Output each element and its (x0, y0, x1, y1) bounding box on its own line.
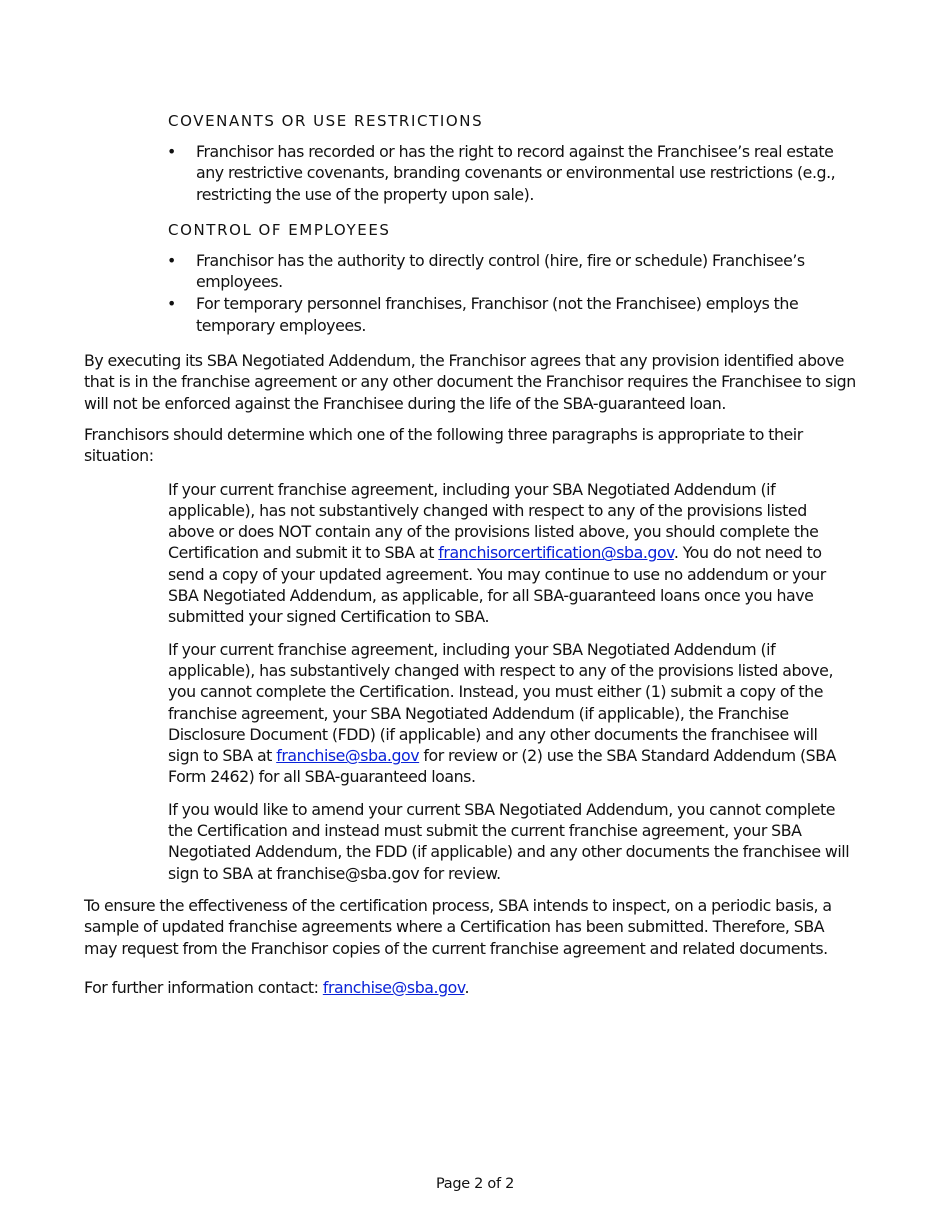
contact-email-link[interactable]: franchise@sba.gov (322, 977, 465, 997)
list-item-text: Franchisor has the authority to directly control (hire, fire or schedule) Franchisee’s employees. (196, 250, 805, 292)
franchise-email-link[interactable]: franchise@sba.gov (276, 746, 420, 766)
option-text: If your current franchise agreement, including your SBA Negotiated Addendum (if applicable), has not substantively changed with respect to any of the provisions listed above or does NOT contain any of the provisions listed above, you should complete the Certification and submit it to SBA at (168, 479, 819, 563)
list-item (167, 250, 836, 293)
list-item (167, 293, 836, 336)
option-paragraphs (168, 479, 852, 884)
bullet-icon: • (167, 142, 176, 161)
section-heading-covenants: COVENANTS OR USE RESTRICTIONS (168, 112, 484, 130)
option-paragraph-changed (168, 639, 852, 788)
option-paragraph-amend: If you would like to amend your current SBA Negotiated Addendum, you cannot complete the Certification and instead must submit the current franchise agreement, your SBA Negotiated Addendum, the FDD (if applicable) and any other documents the franchisee will sign to SBA at franchise@sba.gov for review. (168, 799, 850, 883)
contact-line (84, 977, 860, 998)
option-text: for review or (2) use the SBA Standard Addendum (SBA Form 2462) for all SBA-guaranteed loans. (168, 746, 836, 787)
bullet-icon: • (167, 250, 176, 270)
list-item-text: Franchisor has recorded or has the right to record against the Franchisee’s real estate any restrictive covenants, branding covenants or environmental use restrictions (e.g., restricting the use of the property upon sale). (196, 142, 836, 204)
executing-paragraph: By executing its SBA Negotiated Addendum, the Franchisor agrees that any provision identified above that is in the franchise agreement or any other document the Franchisor requires the Franchisee to sign will not be enforced against the Franchisee during the life of the SBA-guaranteed loan. (84, 351, 856, 413)
bullet-icon: • (167, 294, 176, 314)
contact-suffix: . (464, 977, 470, 997)
determine-paragraph: Franchisors should determine which one of the following three paragraphs is appropriate to their situation: (84, 424, 803, 466)
option-text: If your current franchise agreement, including your SBA Negotiated Addendum (if applicable), has substantively changed with respect to any of the provisions listed above, you cannot complete the Certification. Instead, you must either (1) submit a copy of the franchise agreement, your SBA Negotiated Addendum (if applicable), the Franchise Disclosure Document (FDD) (if applicable) and any other documents the franchisee will sign to SBA at (168, 639, 834, 766)
employees-list (167, 250, 836, 336)
page-content (84, 110, 860, 998)
page-number: Page 2 of 2 (435, 1176, 515, 1192)
closing-paragraph: To ensure the effectiveness of the certification process, SBA intends to inspect, on a periodic basis, a sample of updated franchise agreements where a Certification has been submitted. Therefore, SBA may request from the Franchisor copies of the current franchise agreement and related documents. (84, 895, 832, 958)
covenants-list (167, 141, 836, 205)
contact-label: For further information contact: (84, 977, 323, 997)
certification-email-link[interactable]: franchisorcertification@sba.gov (438, 543, 674, 563)
option-paragraph-unchanged (168, 479, 852, 628)
option-text: . You do not need to send a copy of your updated agreement. You may continue to use no addendum or your SBA Negotiated Addendum, as applicable, for all SBA-guaranteed loans once you have submitted your signed Certification to SBA. (168, 543, 826, 627)
list-item-text: For temporary personnel franchises, Franchisor (not the Franchisee) employs the temporary employees. (196, 294, 799, 335)
list-item (167, 141, 836, 205)
section-heading-control-of-employees: CONTROL OF EMPLOYEES (168, 220, 391, 239)
